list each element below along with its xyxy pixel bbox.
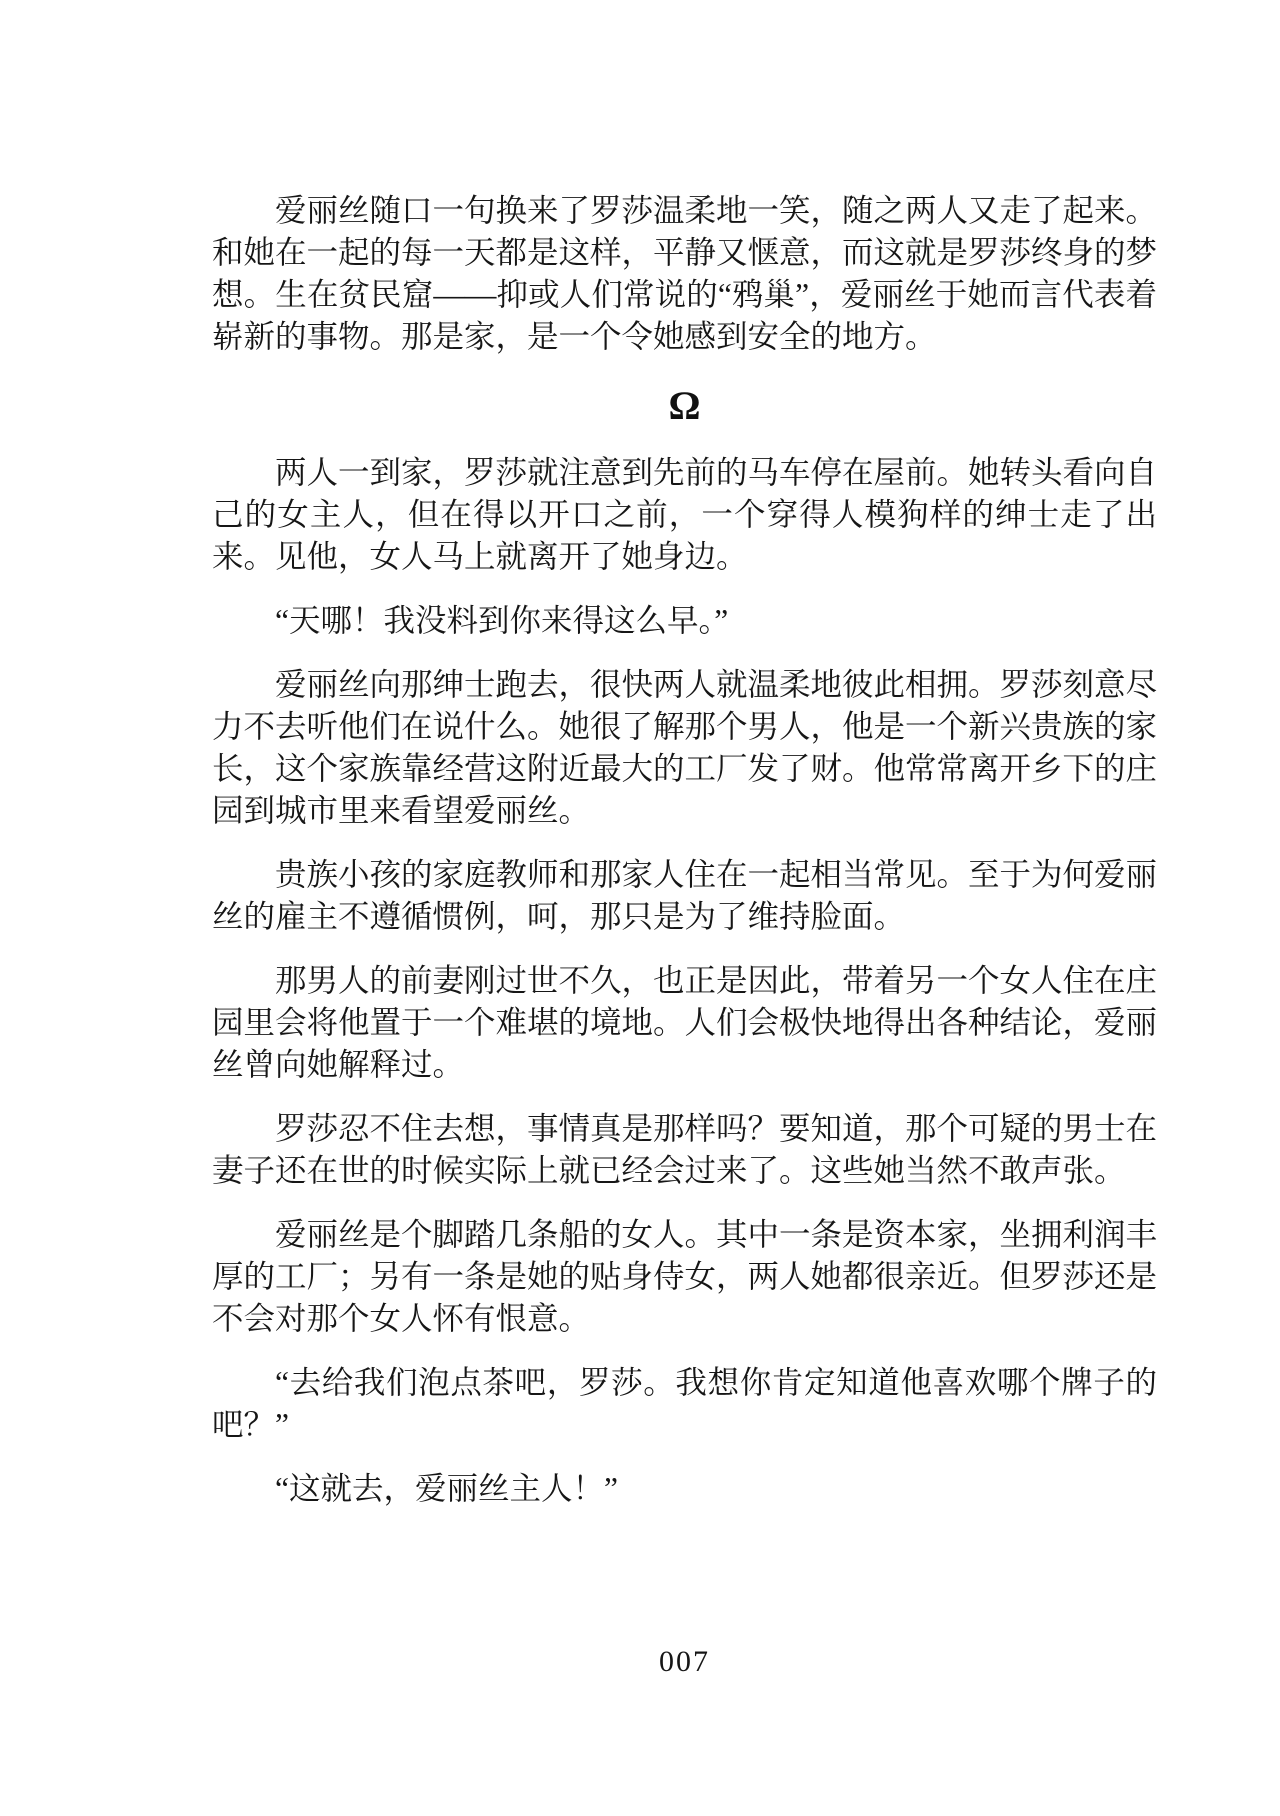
paragraph: 爱丽丝向那绅士跑去，很快两人就温柔地彼此相拥。罗莎刻意尽力不去听他们在说什么。她很了解那个男人，他是一个新兴贵族的家长，这个家族靠经营这附近最大的工厂发了财。他常常离开乡下的庄园到城市里来看望爱丽丝。 [212,667,1158,828]
paragraph: 那男人的前妻刚过世不久，也正是因此，带着另一个女人住在庄园里会将他置于一个难堪的境地。人们会极快地得出各种结论，爱丽丝曾向她解释过。 [212,963,1158,1082]
page-number: 007 [659,1645,710,1678]
paragraph: 两人一到家，罗莎就注意到先前的马车停在屋前。她转头看向自己的女主人，但在得以开口之前，一个穿得人模狗样的绅士走了出来。见他，女人马上就离开了她身边。 [212,455,1158,574]
paragraph: 爱丽丝随口一句换来了罗莎温柔地一笑，随之两人又走了起来。和她在一起的每一天都是这样，平静又惬意，而这就是罗莎终身的梦想。生在贫民窟——抑或人们常说的“鸦巢”，爱丽丝于她而言代表着崭新的事物。那是家，是一个令她感到安全的地方。 [212,193,1158,354]
paragraph: 罗莎忍不住去想，事情真是那样吗？要知道，那个可疑的男士在妻子还在世的时候实际上就已经会过来了。这些她当然不敢声张。 [212,1111,1158,1188]
paragraph: 贵族小孩的家庭教师和那家人住在一起相当常见。至于为何爱丽丝的雇主不遵循惯例，呵，那只是为了维持脸面。 [212,857,1158,934]
paragraph: 爱丽丝是个脚踏几条船的女人。其中一条是资本家，坐拥利润丰厚的工厂；另有一条是她的贴身侍女，两人她都很亲近。但罗莎还是不会对那个女人怀有恨意。 [212,1217,1158,1336]
section-divider-omega: Ω [668,383,701,428]
paragraph: “天哪！我没料到你来得这么早。” [275,603,729,638]
paragraph: “去给我们泡点茶吧，罗莎。我想你肯定知道他喜欢哪个牌子的吧？” [212,1365,1157,1442]
text-block [212,190,1157,1532]
paragraph: “这就去，爱丽丝主人！” [275,1471,618,1506]
